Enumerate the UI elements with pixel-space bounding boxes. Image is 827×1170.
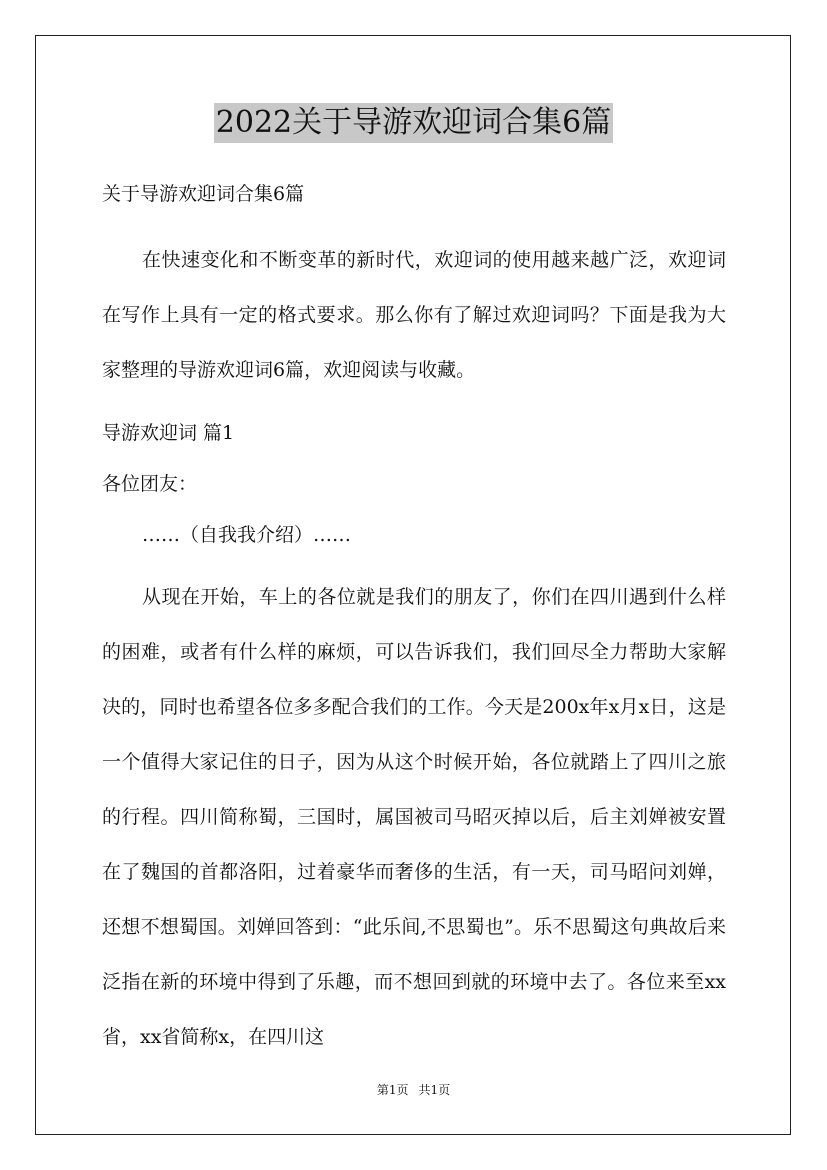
intro-paragraph: 在快速变化和不断变革的新时代，欢迎词的使用越来越广泛，欢迎词在写作上具有一定的格式要求。那么你有了解过欢迎词吗？下面是我为大家整理的导游欢迎词6篇，欢迎阅读与收藏。 [102, 249, 726, 381]
greeting-line: 各位团友： [102, 473, 198, 495]
title-block [0, 103, 827, 143]
body-paragraph: 从现在开始，车上的各位就是我们的朋友了，你们在四川遇到什么样的困难，或者有什么样的麻烦，可以告诉我们，我们回尽全力帮助大家解决的，同时也希望各位多多配合我们的工作。今天是200x年x月x日，这是一个值得大家记住的日子，因为从这个时候开始，各位就踏上了四川之旅的行程。四川简称蜀，三国时，属国被司马昭灭掉以后，后主刘婵被安置在了魏国的首都洛阳，过着豪华而奢侈的生活，有一天，司马昭问刘婵，还想不想蜀国。刘婵回答到：“此乐间,不思蜀也”。乐不思蜀这句典故后来泛指在新的环境中得到了乐趣，而不想回到就的环境中去了。各位来至xx省，xx省简称x，在四川这 [102, 586, 726, 1048]
document-title: 2022关于导游欢迎词合集6篇 [214, 103, 613, 143]
page-number: 第1页 [376, 1083, 409, 1097]
document-body [102, 176, 726, 1065]
page-total: 共1页 [418, 1083, 451, 1097]
section-heading: 导游欢迎词 篇1 [102, 422, 235, 444]
page-footer [0, 1082, 827, 1098]
self-intro-line: ……（自我我介绍）…… [142, 524, 352, 546]
document-subtitle: 关于导游欢迎词合集6篇 [102, 183, 305, 205]
